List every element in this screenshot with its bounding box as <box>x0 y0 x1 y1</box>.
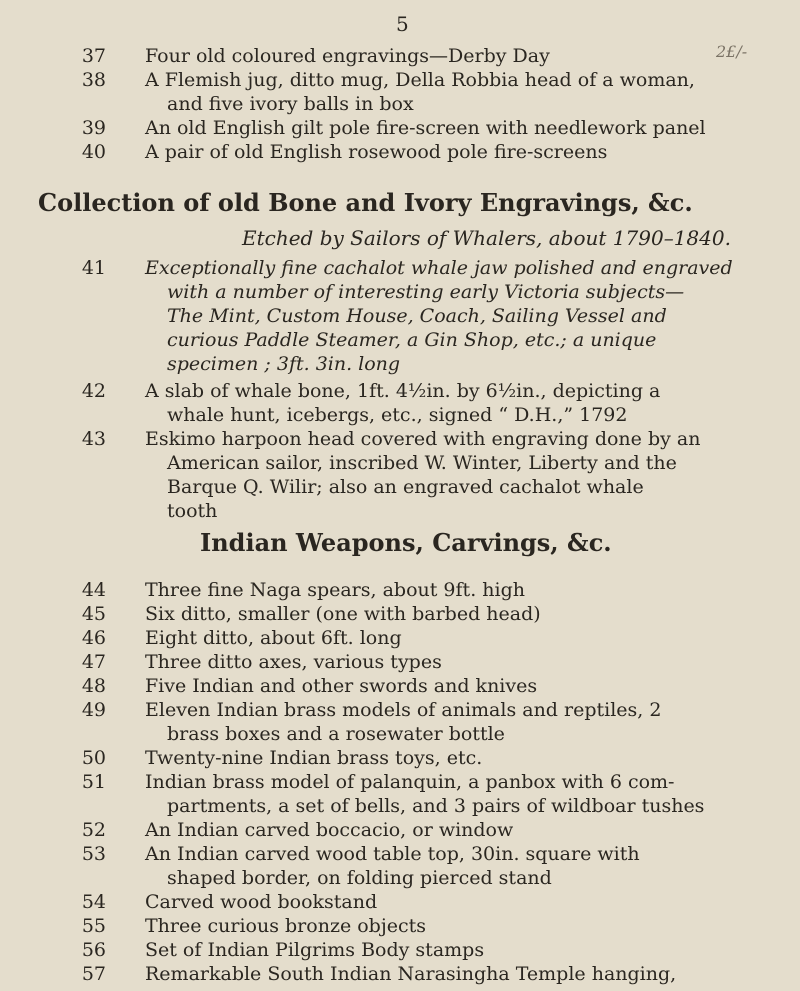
lot-description <box>145 770 775 818</box>
lot-line: Three ditto axes, various types <box>145 651 442 673</box>
lot-description <box>145 626 775 650</box>
lot-number: 48 <box>81 675 106 697</box>
lot-line: A pair of old English rosewood pole fire-screens <box>145 141 608 163</box>
lot-number: 41 <box>81 257 106 279</box>
lot-number: 38 <box>81 69 106 91</box>
lot-number: 53 <box>81 843 106 865</box>
lot-line: Three curious bronze objects <box>145 915 427 937</box>
lot-number: 56 <box>81 939 106 961</box>
lot-number: 46 <box>81 627 106 649</box>
lot-description <box>145 578 775 602</box>
lot-description <box>145 746 775 770</box>
lot-line: An Indian carved wood table top, 30in. square with <box>145 843 640 865</box>
lot-number: 50 <box>81 747 106 769</box>
lot-number: 44 <box>81 579 106 601</box>
lot-description <box>145 650 775 674</box>
lot-line: Twenty-nine Indian brass toys, etc. <box>145 747 483 769</box>
lot-description <box>145 140 775 164</box>
section-heading-bone-ivory: Collection of old Bone and Ivory Engravings, &c. <box>38 188 693 217</box>
lot-line: Six ditto, smaller (one with barbed head) <box>145 603 541 625</box>
lot-number: 45 <box>81 603 106 625</box>
lot-description <box>145 842 775 890</box>
lot-line: Indian brass model of palanquin, a panbox with 6 com- <box>145 771 675 793</box>
lot-number: 49 <box>81 699 106 721</box>
pencil-price-mark: 2£/- <box>716 42 748 61</box>
lot-description <box>145 890 775 914</box>
lot-line: with a number of interesting early Victoria subjects— <box>167 281 685 303</box>
lot-line: An old English gilt pole fire-screen with needlework panel <box>145 117 706 139</box>
lot-line: Three fine Naga spears, about 9ft. high <box>145 579 525 601</box>
lot-number: 47 <box>81 651 106 673</box>
lot-line: tooth <box>167 500 218 522</box>
lot-description <box>145 68 775 116</box>
lot-line: Exceptionally fine cachalot whale jaw polished and engraved <box>145 257 733 279</box>
lot-line: Four old coloured engravings—Derby Day <box>145 45 550 67</box>
lot-line: American sailor, inscribed W. Winter, Liberty and the <box>167 452 677 474</box>
lot-line: An Indian carved boccacio, or window <box>145 819 514 841</box>
lot-line: Remarkable South Indian Narasingha Temple hanging, <box>145 963 677 985</box>
lot-number: 57 <box>81 963 106 985</box>
lot-line: Eskimo harpoon head covered with engraving done by an <box>145 428 701 450</box>
lot-description <box>145 818 775 842</box>
lot-number: 37 <box>81 45 106 67</box>
lot-description <box>145 938 775 962</box>
lot-number: 40 <box>81 141 106 163</box>
lot-line: Eleven Indian brass models of animals and reptiles, 2 <box>145 699 662 721</box>
lot-line: and five ivory balls in box <box>167 93 414 115</box>
lot-number: 54 <box>81 891 106 913</box>
lot-description <box>145 674 775 698</box>
lot-line: Five Indian and other swords and knives <box>145 675 538 697</box>
lot-line: curious Paddle Steamer, a Gin Shop, etc.; a unique <box>167 329 657 351</box>
lot-number: 43 <box>81 428 106 450</box>
lot-line: Eight ditto, about 6ft. long <box>145 627 402 649</box>
lot-number: 55 <box>81 915 106 937</box>
lot-number: 51 <box>81 771 106 793</box>
lot-description <box>145 379 775 427</box>
lot-number: 39 <box>81 117 106 139</box>
lot-line: A slab of whale bone, 1ft. 4½in. by 6½in., depicting a <box>145 380 661 402</box>
lot-line: Set of Indian Pilgrims Body stamps <box>145 939 485 961</box>
lot-number: 52 <box>81 819 106 841</box>
lot-description <box>145 256 775 376</box>
lot-line: Barque Q. Wilir; also an engraved cachalot whale <box>167 476 644 498</box>
lot-description <box>145 698 775 746</box>
section-heading-indian-weapons: Indian Weapons, Carvings, &c. <box>200 528 612 557</box>
lot-description <box>145 44 775 68</box>
lot-line: brass boxes and a rosewater bottle <box>167 723 505 745</box>
page-number: 5 <box>396 12 409 36</box>
lot-description <box>145 602 775 626</box>
lot-line: A Flemish jug, ditto mug, Della Robbia head of a woman, <box>145 69 695 91</box>
lot-description <box>145 116 775 140</box>
lot-description <box>145 427 775 523</box>
lot-description <box>145 914 775 938</box>
lot-description <box>145 962 775 986</box>
lot-line: partments, a set of bells, and 3 pairs of wildboar tushes <box>167 795 705 817</box>
lot-line: whale hunt, icebergs, etc., signed “ D.H.,” 1792 <box>167 404 628 426</box>
lot-number: 42 <box>81 380 106 402</box>
lot-line: specimen ; 3ft. 3in. long <box>167 353 401 375</box>
lot-line: Carved wood bookstand <box>145 891 378 913</box>
lot-line: The Mint, Custom House, Coach, Sailing Vessel and <box>167 305 667 327</box>
lot-line: shaped border, on folding pierced stand <box>167 867 552 889</box>
section-subheading: Etched by Sailors of Whalers, about 1790–1840. <box>242 226 731 250</box>
